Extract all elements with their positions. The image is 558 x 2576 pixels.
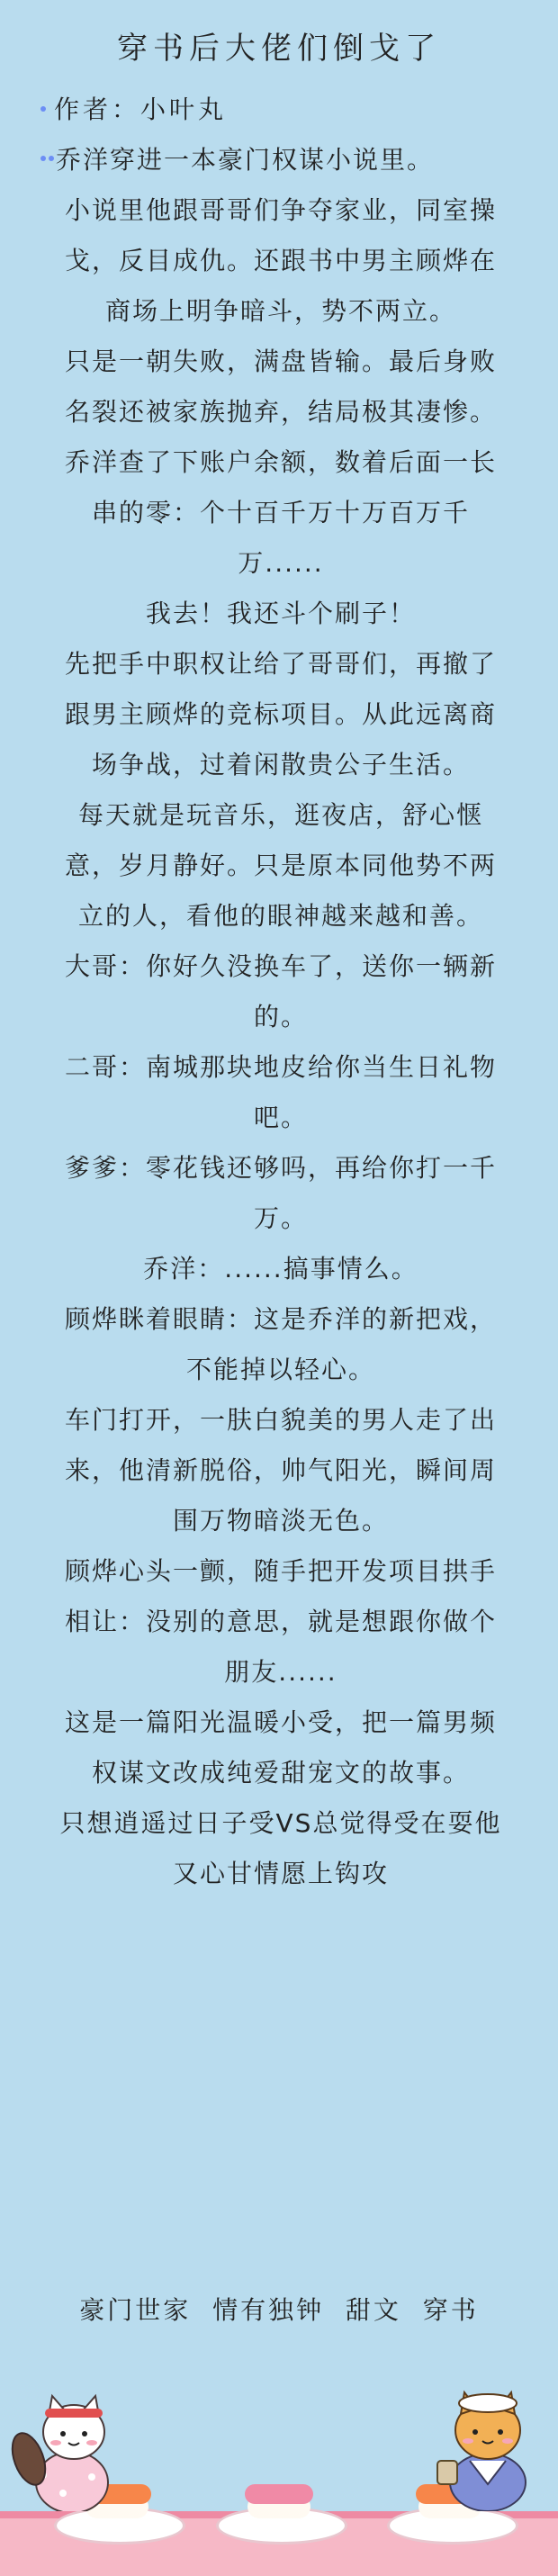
tuna-sushi-icon [245, 2484, 313, 2504]
synopsis-paragraph: 我去！我还斗个刷子！ [145, 599, 416, 628]
synopsis-paragraph: 爹爹：零花钱还够吗，再给你打一千万。 [64, 1153, 497, 1233]
synopsis-paragraph: 乔洋穿进一本豪门权谋小说里。 [56, 145, 435, 175]
synopsis-paragraph: 先把手中职权让给了哥哥们，再撤了跟男主顾烨的竞标项目。从此远离商场争战，过着闲散贵公子生活。 [64, 649, 497, 779]
synopsis-paragraph: 大哥：你好久没换车了，送你一辆新的。 [64, 951, 497, 1031]
synopsis-paragraph: 小说里他跟哥哥们争夺家业，同室操戈，反目成仇。还跟书中男主顾烨在商场上明争暗斗，势不两立。 [64, 195, 497, 326]
cat-chef-drinking-tea-icon [423, 2367, 549, 2511]
synopsis-paragraph: 每天就是玩音乐，逛夜店，舒心惬意，岁月静好。只是原本同他势不两立的人，看他的眼神越来越和善。 [64, 800, 497, 931]
synopsis-paragraph: 车门打开，一肤白貌美的男人走了出来，他清新脱俗，帅气阳光，瞬间周围万物暗淡无色。 [64, 1405, 497, 1536]
synopsis-paragraph: 这是一篇阳光温暖小受，把一篇男频权谋文改成纯爱甜宠文的故事。 [64, 1707, 497, 1788]
synopsis [56, 135, 506, 1899]
synopsis-paragraph: 二哥：南城那块地皮给你当生日礼物吧。 [64, 1052, 497, 1132]
synopsis-paragraph: 顾烨心头一颤，随手把开发项目拱手相让：没别的意思，就是想跟你做个朋友...... [64, 1556, 497, 1687]
bullet-dot-icon [40, 156, 46, 161]
synopsis-paragraph: 只是一朝失败，满盘皆输。最后身败名裂还被家族抛弃，结局极其凄惨。 [64, 347, 497, 427]
genre-tags: 豪门世家 情有独钟 甜文 穿书 [79, 2295, 479, 2325]
author-line: 作者：小叶丸 [54, 95, 228, 124]
synopsis-paragraph: 乔洋查了下账户余额，数着后面一长串的零：个十百千万十万百万千万...... [64, 447, 497, 578]
bullet-dot-icon [49, 156, 54, 161]
synopsis-paragraph: 只想逍遥过日子受VS总觉得受在耍他又心甘情愿上钩攻 [59, 1808, 502, 1888]
synopsis-paragraph: 乔洋：......搞事情么。 [143, 1254, 418, 1283]
cat-chef-holding-fish-icon [9, 2376, 135, 2511]
bullet-dot-icon [40, 106, 46, 112]
book-title: 穿书后大佬们倒戈了 [117, 31, 441, 67]
synopsis-paragraph: 顾烨眯着眼睛：这是乔洋的新把戏，不能掉以轻心。 [64, 1304, 497, 1384]
